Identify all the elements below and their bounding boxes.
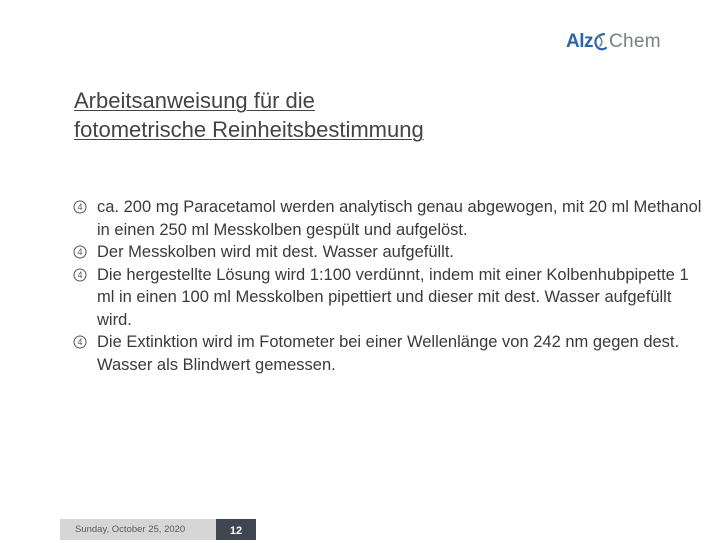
svg-text:4: 4 bbox=[77, 202, 83, 213]
svg-text:4: 4 bbox=[77, 247, 83, 258]
list-item-text: ca. 200 mg Paracetamol werden analytisch genau abgewogen, mit 20 ml Methanol in einen 250 ml Messkolben gespült und aufgelöst. bbox=[97, 198, 702, 239]
svg-text:4: 4 bbox=[77, 269, 83, 280]
alzchem-logo bbox=[566, 28, 661, 56]
list-item-text: Die Extinktion wird im Fotometer bei einer Wellenlänge von 242 nm gegen dest. Wasser als Blindwert gemessen. bbox=[97, 333, 680, 374]
list-item bbox=[73, 331, 703, 376]
list-item bbox=[73, 196, 703, 241]
logo-swirl-icon bbox=[593, 31, 609, 53]
slide-title bbox=[74, 86, 634, 144]
circled-number-four-icon bbox=[73, 264, 97, 286]
instruction-list bbox=[73, 196, 703, 376]
circled-number-four-icon bbox=[73, 196, 97, 218]
logo-text-alz: Alz bbox=[566, 31, 593, 52]
list-item bbox=[73, 241, 703, 264]
footer-date: Sunday, October 25, 2020 bbox=[60, 519, 216, 540]
slide-title-line-1: Arbeitsanweisung für die bbox=[74, 88, 315, 113]
list-item bbox=[73, 264, 703, 332]
list-item-text: Die hergestellte Lösung wird 1:100 verdünnt, indem mit einer Kolbenhubpipette 1 ml in einen 100 ml Messkolben pipettiert und dieser mit dest. Wasser aufgefüllt wird. bbox=[97, 265, 689, 329]
svg-text:4: 4 bbox=[77, 337, 83, 348]
circled-number-four-icon bbox=[73, 331, 97, 353]
list-item-text: Der Messkolben wird mit dest. Wasser aufgefüllt. bbox=[97, 243, 455, 261]
page-number: 12 bbox=[216, 519, 256, 540]
slide-title-line-2: fotometrische Reinheitsbestimmung bbox=[74, 117, 424, 142]
circled-number-four-icon bbox=[73, 241, 97, 263]
logo-text-chem: Chem bbox=[609, 31, 661, 52]
